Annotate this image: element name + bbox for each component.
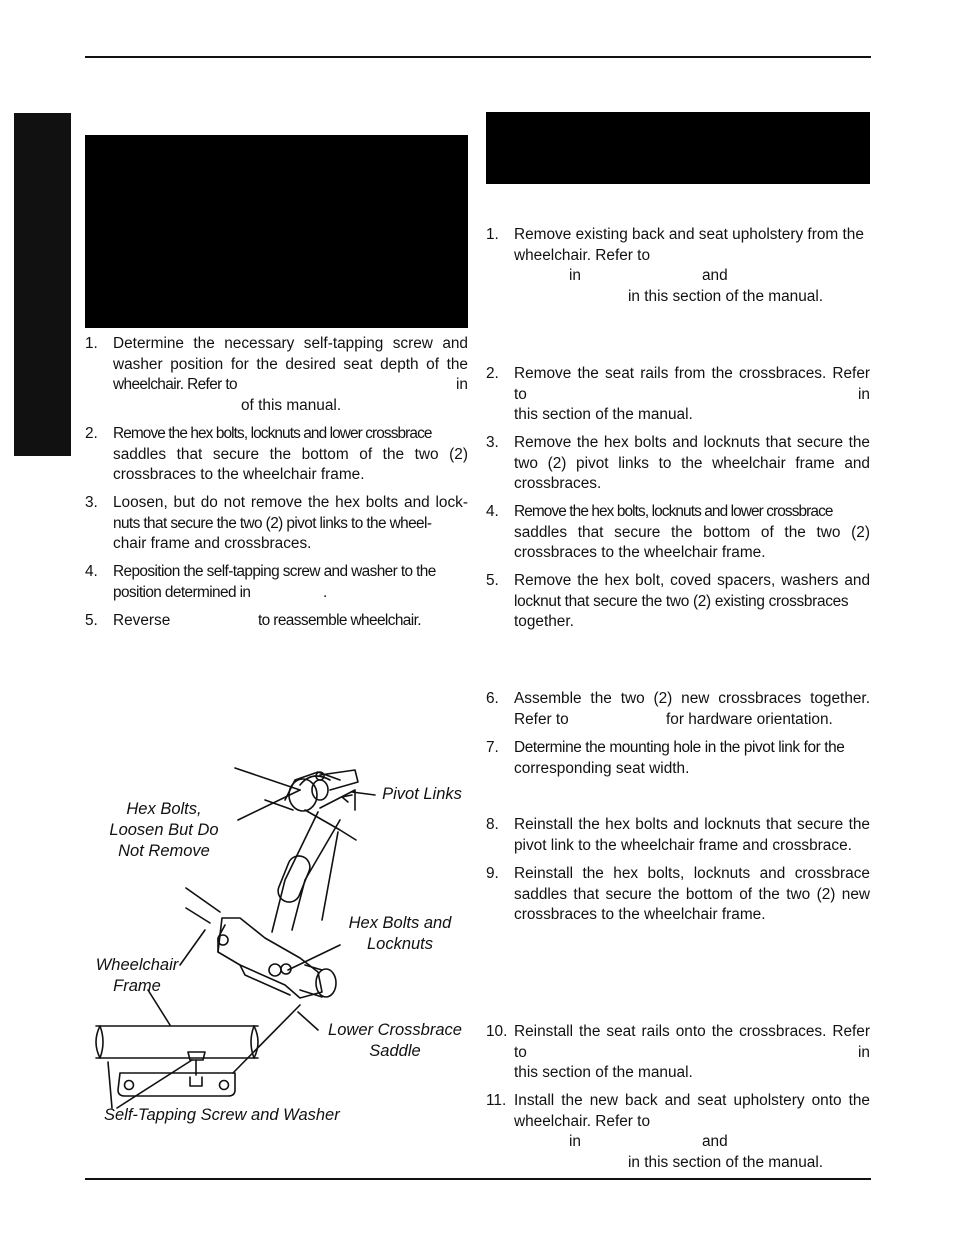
- step-number: 10.: [486, 1023, 508, 1040]
- step-text: in: [858, 385, 870, 403]
- step-text: Reposition the self-tapping screw and washer to the: [113, 563, 436, 580]
- step-text: wheelchair. Refer to: [514, 1112, 651, 1130]
- step-text: Refer to: [514, 710, 569, 728]
- step-text: in: [569, 1133, 581, 1151]
- step-number: 6.: [486, 690, 499, 707]
- step-text: in this section of the manual.: [628, 287, 824, 305]
- step-text: Assemble the two (2) new crossbraces together.: [514, 690, 870, 707]
- label-line: Not Remove: [118, 842, 210, 860]
- label-line: Locknuts: [366, 935, 434, 953]
- step-number: 3.: [85, 494, 98, 511]
- step-number: 2.: [85, 425, 98, 442]
- step-number: 2.: [486, 365, 499, 382]
- step-text: and: [702, 267, 728, 285]
- step-number: 11.: [486, 1092, 507, 1109]
- step-number: 1.: [486, 226, 499, 243]
- step-number: 3.: [486, 434, 499, 451]
- step-text: chair frame and crossbraces.: [113, 535, 312, 553]
- step-text: for hardware orientation.: [666, 710, 833, 728]
- step-text: to: [514, 1043, 527, 1061]
- step-text: .: [323, 583, 328, 601]
- step-text: in: [569, 267, 581, 285]
- step-text: of this manual.: [241, 396, 342, 414]
- step-text: crossbraces to the wheelchair frame.: [514, 544, 766, 562]
- step-text: position determined in: [113, 583, 251, 601]
- step-text: corresponding seat width.: [514, 759, 690, 777]
- step-text: Reinstall the hex bolts and locknuts that secure the: [514, 816, 870, 833]
- step-text: this section of the manual.: [514, 406, 693, 424]
- step-text: crossbraces to the wheelchair frame.: [113, 466, 365, 484]
- step-text: Reverse: [113, 612, 171, 629]
- step-text: Loosen, but do not remove the hex bolts and lock-: [113, 494, 468, 511]
- step-number: 7.: [486, 739, 499, 756]
- step-text: locknut that secure the two (2) existing crossbraces: [514, 592, 849, 610]
- step-text: Remove the hex bolts, locknuts and lower crossbrace: [113, 425, 432, 442]
- step-number: 9.: [486, 865, 499, 882]
- step-text: nuts that secure the two (2) pivot links to the wheel-: [113, 514, 432, 532]
- step-text: saddles that secure the bottom of the two (2) new: [514, 885, 870, 903]
- step-text: in: [456, 376, 468, 394]
- label-line: Wheelchair: [95, 956, 179, 974]
- label-line: Frame: [113, 977, 161, 995]
- step-text: Determine the necessary self-tapping screw and: [113, 335, 468, 352]
- step-text: wheelchair. Refer to: [514, 246, 651, 264]
- step-text: wheelchair. Refer to: [113, 376, 238, 394]
- step-number: 1.: [85, 335, 98, 352]
- step-text: Remove the hex bolts, locknuts and lower crossbrace: [514, 503, 833, 520]
- step-text: in: [858, 1043, 870, 1061]
- label-line: Loosen But Do: [109, 821, 219, 839]
- step-text: to: [514, 385, 527, 403]
- step-number: 5.: [486, 572, 499, 589]
- label-line: Hex Bolts,: [126, 800, 202, 818]
- label-line: Saddle: [369, 1042, 421, 1060]
- step-text: two (2) pivot links to the wheelchair frame and: [514, 454, 870, 472]
- step-text: Remove the seat rails from the crossbraces. Refer: [514, 365, 870, 382]
- step-number: 4.: [85, 563, 98, 580]
- step-number: 5.: [85, 612, 98, 629]
- step-text: crossbraces to the wheelchair frame.: [514, 906, 766, 924]
- step-text: together.: [514, 613, 574, 631]
- step-number: 4.: [486, 503, 499, 520]
- label-line: Lower Crossbrace: [328, 1021, 462, 1039]
- label-hex-bolts-locknuts: [335, 913, 465, 955]
- label-hex-bolts-loosen: [90, 799, 238, 862]
- label-line: Hex Bolts and: [348, 914, 452, 932]
- step-text: in this section of the manual.: [628, 1153, 824, 1171]
- label-lower-crossbrace-saddle: [318, 1020, 472, 1062]
- step-text: Determine the mounting hole in the pivot link for the: [514, 739, 845, 756]
- step-text: Reinstall the seat rails onto the crossbraces. Refer: [514, 1023, 870, 1040]
- step-text: saddles that secure the bottom of the two (2): [514, 523, 870, 541]
- step-text: Reinstall the hex bolts, locknuts and crossbrace: [514, 865, 870, 882]
- step-text: Remove existing back and seat upholstery from the: [514, 226, 864, 243]
- label-screw-washer: Self-Tapping Screw and Washer: [104, 1106, 340, 1124]
- step-text: Remove the hex bolts and locknuts that secure the: [514, 434, 870, 451]
- label-wheelchair-frame: [82, 955, 192, 997]
- label-pivot-links: Pivot Links: [382, 785, 462, 803]
- step-text: pivot link to the wheelchair frame and crossbrace.: [514, 836, 852, 854]
- step-text: Install the new back and seat upholstery onto the: [514, 1092, 870, 1109]
- step-text: to reassemble wheelchair.: [258, 612, 421, 629]
- step-number: 8.: [486, 816, 499, 833]
- step-text: crossbraces.: [514, 475, 602, 493]
- step-text: washer position for the desired seat depth of the: [113, 355, 468, 373]
- step-text: this section of the manual.: [514, 1064, 693, 1082]
- step-text: saddles that secure the bottom of the two (2): [113, 445, 468, 463]
- step-text: and: [702, 1133, 728, 1151]
- bottom-rule: [85, 1178, 871, 1180]
- step-text: Remove the hex bolt, coved spacers, washers and: [514, 572, 870, 589]
